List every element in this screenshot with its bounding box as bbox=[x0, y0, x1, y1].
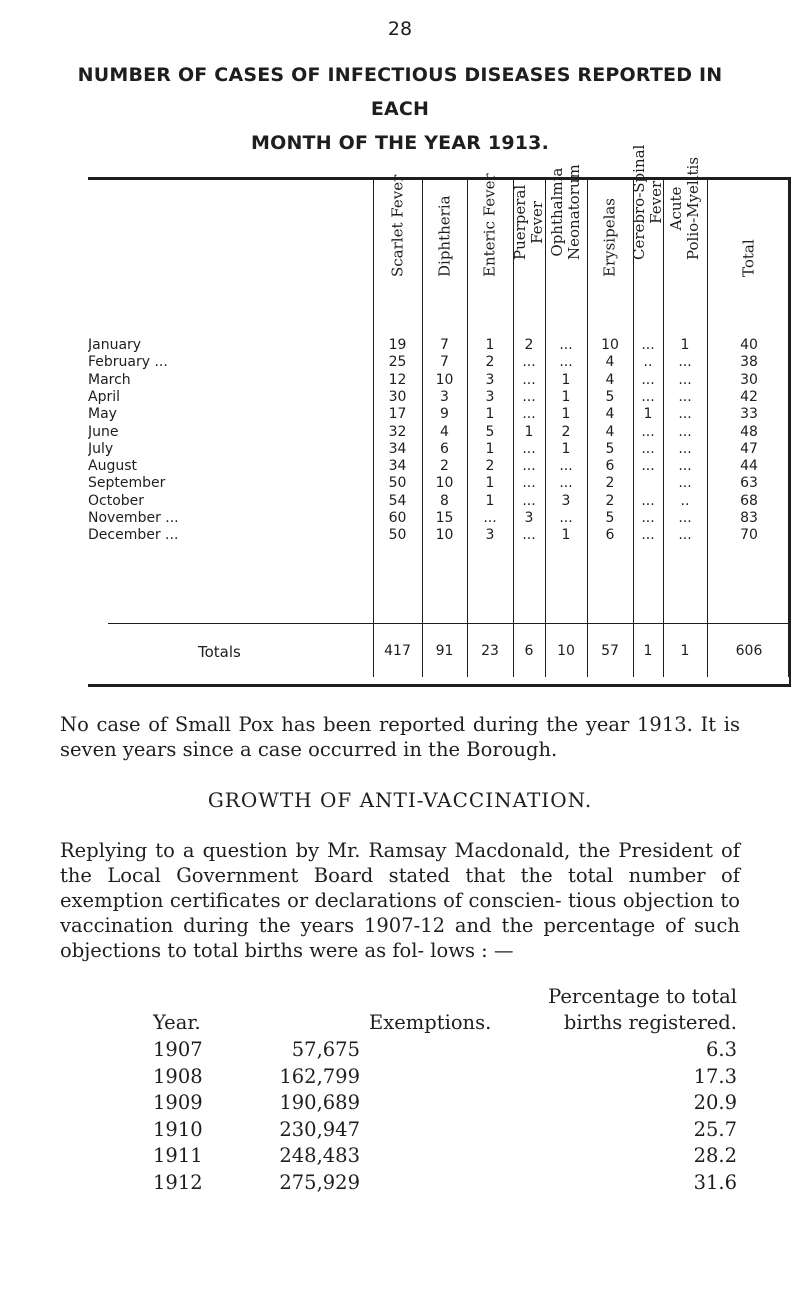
month-name: August bbox=[88, 458, 141, 474]
table-cell: 50 bbox=[388, 527, 407, 544]
table-cell: 2 bbox=[485, 458, 495, 475]
table-cell: 2 bbox=[524, 337, 534, 353]
stats-header-exemptions: Exemptions. bbox=[369, 1011, 492, 1034]
table-cell: ... bbox=[678, 354, 692, 371]
table-cell: ... bbox=[641, 492, 655, 509]
table-cell: 7 bbox=[440, 337, 449, 353]
table-cell: 5 bbox=[485, 423, 495, 440]
table-cell: 9 bbox=[440, 406, 449, 423]
column-header bbox=[707, 177, 791, 302]
totals-cell: 10 bbox=[557, 643, 575, 659]
table-cell: ... bbox=[641, 371, 655, 388]
table-cell: 3 bbox=[485, 527, 495, 544]
table-cell: ... bbox=[522, 371, 536, 388]
column-header bbox=[587, 177, 633, 302]
table-cell: ... bbox=[641, 440, 655, 457]
month-name: January bbox=[88, 337, 145, 353]
table-cell: ... bbox=[641, 423, 655, 440]
column-header-line: Scarlet Fever bbox=[388, 174, 406, 277]
table-cell: ... bbox=[522, 388, 536, 405]
stats-exemptions: 190,689 bbox=[279, 1091, 360, 1115]
table-cell: 1 bbox=[561, 440, 571, 457]
table-cell: 3 bbox=[524, 510, 534, 526]
totals-cell: 23 bbox=[481, 643, 499, 659]
table-cell: ... bbox=[522, 475, 536, 492]
column-header-text bbox=[741, 239, 758, 277]
table-cell: 2 bbox=[561, 423, 571, 440]
table-cell: 2 bbox=[485, 354, 495, 371]
table-cell: ... bbox=[678, 510, 692, 526]
table-cell: 10 bbox=[435, 475, 454, 492]
table-cell: ... bbox=[678, 423, 692, 440]
column-header-line: Total bbox=[739, 239, 758, 277]
table-cell: 30 bbox=[388, 388, 407, 405]
table-cell: ... bbox=[678, 458, 692, 475]
table-cell: 1 bbox=[485, 440, 495, 457]
stats-exemptions: 248,483 bbox=[279, 1144, 360, 1168]
stats-exemptions: 162,799 bbox=[279, 1064, 360, 1088]
table-cell: ... bbox=[522, 406, 536, 423]
column-header-text bbox=[668, 157, 702, 260]
totals-cell: 57 bbox=[601, 643, 619, 659]
table-cell: 42 bbox=[740, 388, 758, 405]
column-header-text bbox=[389, 175, 406, 277]
table-cell: 1 bbox=[485, 475, 495, 492]
table-cell: ... bbox=[678, 406, 692, 423]
stats-year: 1910 bbox=[153, 1117, 203, 1141]
month-label bbox=[88, 458, 378, 474]
stats-header-year: Year. bbox=[153, 1011, 201, 1034]
column-header-line: Acute bbox=[667, 186, 685, 231]
table-cell: 70 bbox=[740, 527, 758, 544]
table-cell: ... bbox=[678, 475, 692, 492]
paragraph-small-pox: No case of Small Pox has been reported during the year 1913. It is seven years since a case occurred in the Borough. bbox=[60, 713, 740, 761]
table-row bbox=[88, 406, 791, 423]
table-cell: 44 bbox=[740, 458, 758, 475]
month-label bbox=[88, 389, 378, 405]
month-name: June bbox=[88, 424, 123, 440]
table-cell: 12 bbox=[388, 371, 407, 388]
month-label bbox=[88, 337, 378, 353]
table-cell: 40 bbox=[740, 337, 758, 353]
stats-percentage: 28.2 bbox=[693, 1144, 737, 1168]
table-cell: 2 bbox=[605, 492, 615, 509]
table-cell: ... bbox=[522, 527, 536, 544]
column-header-text bbox=[631, 145, 665, 260]
stats-percentage: 20.9 bbox=[693, 1091, 737, 1115]
stats-year: 1912 bbox=[153, 1171, 203, 1194]
table-cell: 4 bbox=[605, 354, 615, 371]
stats-percentage: 17.3 bbox=[693, 1064, 737, 1088]
table-cell: ... bbox=[678, 371, 692, 388]
table-cell: 1 bbox=[561, 527, 571, 544]
table-cell: 1 bbox=[643, 406, 653, 423]
table-cell: .. bbox=[643, 354, 653, 371]
month-label bbox=[88, 441, 378, 457]
table-cell: 7 bbox=[440, 354, 449, 371]
totals-cell: 417 bbox=[384, 643, 411, 659]
month-name: September bbox=[88, 475, 169, 491]
table-row bbox=[88, 372, 791, 389]
table-row bbox=[88, 354, 791, 371]
month-name: December ... bbox=[88, 527, 182, 543]
column-header-text bbox=[602, 198, 619, 277]
stats-row bbox=[0, 1091, 800, 1117]
table-cell: 38 bbox=[740, 354, 758, 371]
table-cell: 8 bbox=[440, 492, 449, 509]
table-cell: 3 bbox=[561, 492, 571, 509]
column-header-text bbox=[482, 173, 499, 277]
table-cell: ... bbox=[522, 492, 536, 509]
month-name: October bbox=[88, 493, 148, 509]
column-header bbox=[467, 173, 513, 302]
table-cell: 1 bbox=[561, 371, 571, 388]
table-cell: 17 bbox=[388, 406, 407, 423]
stats-row bbox=[0, 1171, 800, 1197]
title-line-1: NUMBER OF CASES OF INFECTIOUS DISEASES REPORTED IN EACH bbox=[77, 64, 723, 120]
column-header bbox=[422, 177, 467, 302]
table-cell: 1 bbox=[561, 388, 571, 405]
table-cell: ... bbox=[641, 510, 655, 526]
column-header-line: Cerebro-Spinal bbox=[630, 144, 648, 260]
totals-cell: 606 bbox=[735, 643, 763, 659]
column-header bbox=[663, 156, 707, 302]
table-cell: 5 bbox=[605, 510, 615, 526]
table-cell: ... bbox=[678, 440, 692, 457]
table-cell: 4 bbox=[605, 406, 615, 423]
stats-year: 1911 bbox=[153, 1144, 203, 1168]
table-cell: .. bbox=[680, 492, 690, 509]
table-row bbox=[88, 510, 791, 527]
table-row bbox=[88, 493, 791, 510]
table-cell: 1 bbox=[680, 337, 690, 353]
month-label bbox=[88, 527, 378, 543]
table-cell: 4 bbox=[440, 423, 449, 440]
table-cell: ... bbox=[559, 475, 573, 492]
table-cell: 3 bbox=[440, 388, 449, 405]
table-cell: 34 bbox=[388, 458, 407, 475]
totals-cell: 6 bbox=[524, 643, 534, 659]
stats-exemptions: 275,929 bbox=[279, 1171, 360, 1194]
table-cell: ... bbox=[483, 510, 497, 526]
month-name: November ... bbox=[88, 510, 183, 526]
table-cell: ... bbox=[678, 388, 692, 405]
month-name: July bbox=[88, 441, 117, 457]
table-row bbox=[88, 337, 791, 354]
column-header-line: Enteric Fever bbox=[480, 173, 499, 277]
month-name: March bbox=[88, 372, 135, 388]
stats-year: 1908 bbox=[153, 1064, 203, 1088]
table-row bbox=[88, 389, 791, 406]
month-name: February ... bbox=[88, 354, 172, 370]
table-cell: 63 bbox=[740, 475, 758, 492]
table-cell: 30 bbox=[740, 371, 758, 388]
month-label bbox=[88, 475, 378, 491]
stats-percentage: 25.7 bbox=[693, 1117, 737, 1141]
table-cell: ... bbox=[559, 458, 573, 475]
table-cell: 6 bbox=[440, 440, 449, 457]
column-header-line: Puerperal bbox=[511, 184, 529, 260]
table-row bbox=[88, 458, 791, 475]
totals-cell: 91 bbox=[435, 643, 454, 659]
stats-percentage: 6.3 bbox=[705, 1038, 737, 1061]
table-cell: 6 bbox=[605, 458, 615, 475]
table-row bbox=[88, 475, 791, 492]
paragraph-anti-vaccination: Replying to a question by Mr. Ramsay Macdonald, the President of the Local Government Board stated that the total number of exemption certificates or declarations of conscien- tious objection to vaccination during the years 1907-12 and the percentage of such objections to total births were as fol- lows : — bbox=[60, 839, 740, 962]
column-header-line: Neonatorum bbox=[565, 164, 583, 260]
table-cell: 34 bbox=[388, 440, 407, 457]
column-header bbox=[630, 144, 665, 302]
table-cell: 33 bbox=[740, 406, 758, 423]
table-row bbox=[88, 424, 791, 441]
table-row bbox=[88, 441, 791, 458]
column-header-text bbox=[512, 185, 546, 260]
title-line-2: MONTH OF THE YEAR 1913. bbox=[250, 132, 550, 154]
table-cell: 50 bbox=[388, 475, 407, 492]
table-bottom-rule bbox=[88, 684, 791, 687]
totals-label: Totals bbox=[198, 643, 241, 661]
column-header-line: Fever bbox=[528, 200, 546, 244]
table-cell: 10 bbox=[435, 527, 454, 544]
table-cell: 60 bbox=[388, 510, 407, 526]
stats-row bbox=[0, 1065, 800, 1091]
table-cell: ... bbox=[522, 440, 536, 457]
stats-exemptions: 230,947 bbox=[279, 1117, 360, 1141]
table-cell: 3 bbox=[485, 371, 495, 388]
column-header-line: Polio-Myelitis bbox=[684, 156, 702, 260]
totals-row bbox=[88, 643, 791, 660]
table-cell: 19 bbox=[388, 337, 407, 353]
table-cell: ... bbox=[641, 458, 655, 475]
stats-year: 1907 bbox=[153, 1038, 203, 1061]
table-cell: 47 bbox=[740, 440, 758, 457]
stats-exemptions: 57,675 bbox=[291, 1038, 360, 1061]
column-header-line: Fever bbox=[647, 180, 665, 224]
stats-header-top: Percentage to total bbox=[548, 985, 737, 1008]
column-header bbox=[373, 174, 422, 302]
table-cell: ... bbox=[522, 458, 536, 475]
section-title: GROWTH OF ANTI-VACCINATION. bbox=[207, 788, 593, 812]
column-header-text bbox=[549, 164, 583, 260]
stats-percentage: 31.6 bbox=[693, 1171, 737, 1194]
table-cell: ... bbox=[559, 354, 573, 371]
table-cell: ... bbox=[559, 337, 573, 353]
table-cell: 10 bbox=[601, 337, 619, 353]
table-cell: ... bbox=[641, 527, 655, 544]
month-label bbox=[88, 424, 378, 440]
table-cell: 83 bbox=[740, 510, 758, 526]
month-name: April bbox=[88, 389, 124, 405]
table-cell: 5 bbox=[605, 440, 615, 457]
table-cell: ... bbox=[678, 527, 692, 544]
table-cell: 32 bbox=[388, 423, 407, 440]
table-cell: 68 bbox=[740, 492, 758, 509]
column-header bbox=[513, 177, 545, 302]
table-cell: 1 bbox=[485, 492, 495, 509]
column-header-line: Erysipelas bbox=[600, 197, 619, 277]
column-header bbox=[545, 164, 587, 302]
table-cell: ... bbox=[641, 388, 655, 405]
table-cell: 54 bbox=[388, 492, 407, 509]
month-label bbox=[88, 354, 378, 370]
table-cell: ... bbox=[641, 337, 655, 353]
stats-row bbox=[0, 1144, 800, 1170]
stats-header-births: births registered. bbox=[563, 1011, 737, 1034]
table-cell: 4 bbox=[605, 371, 615, 388]
table-cell: 2 bbox=[440, 458, 449, 475]
totals-cell: 1 bbox=[680, 643, 690, 659]
table-row bbox=[88, 527, 791, 544]
month-label bbox=[88, 493, 378, 509]
stats-row bbox=[0, 1038, 800, 1064]
totals-cell: 1 bbox=[643, 643, 653, 659]
table-cell: 4 bbox=[605, 423, 615, 440]
stats-year: 1909 bbox=[153, 1091, 203, 1115]
table-cell: ... bbox=[522, 354, 536, 371]
cases-table bbox=[88, 144, 791, 687]
month-label bbox=[88, 510, 378, 526]
table-cell: 1 bbox=[485, 406, 495, 423]
table-cell: 25 bbox=[388, 354, 407, 371]
totals-rule bbox=[108, 623, 791, 624]
column-header-line: Ophthalmia bbox=[548, 167, 566, 257]
table-cell: 1 bbox=[485, 337, 495, 353]
table-cell: 15 bbox=[435, 510, 454, 526]
table-cell: 10 bbox=[435, 371, 454, 388]
table-cell: 2 bbox=[605, 475, 615, 492]
table-cell: 3 bbox=[485, 388, 495, 405]
page-number: 28 bbox=[387, 18, 413, 40]
column-header-line: Diphtheria bbox=[435, 195, 453, 277]
table-cell: 1 bbox=[561, 406, 571, 423]
table-cell: 48 bbox=[740, 423, 758, 440]
table-cell: ... bbox=[559, 510, 573, 526]
stats-row bbox=[0, 1118, 800, 1144]
month-label bbox=[88, 406, 378, 422]
month-name: May bbox=[88, 406, 121, 422]
table-cell: 6 bbox=[605, 527, 615, 544]
column-header-text bbox=[436, 195, 453, 277]
table-cell: 1 bbox=[524, 423, 534, 440]
table-cell: 5 bbox=[605, 388, 615, 405]
month-label bbox=[88, 372, 378, 388]
